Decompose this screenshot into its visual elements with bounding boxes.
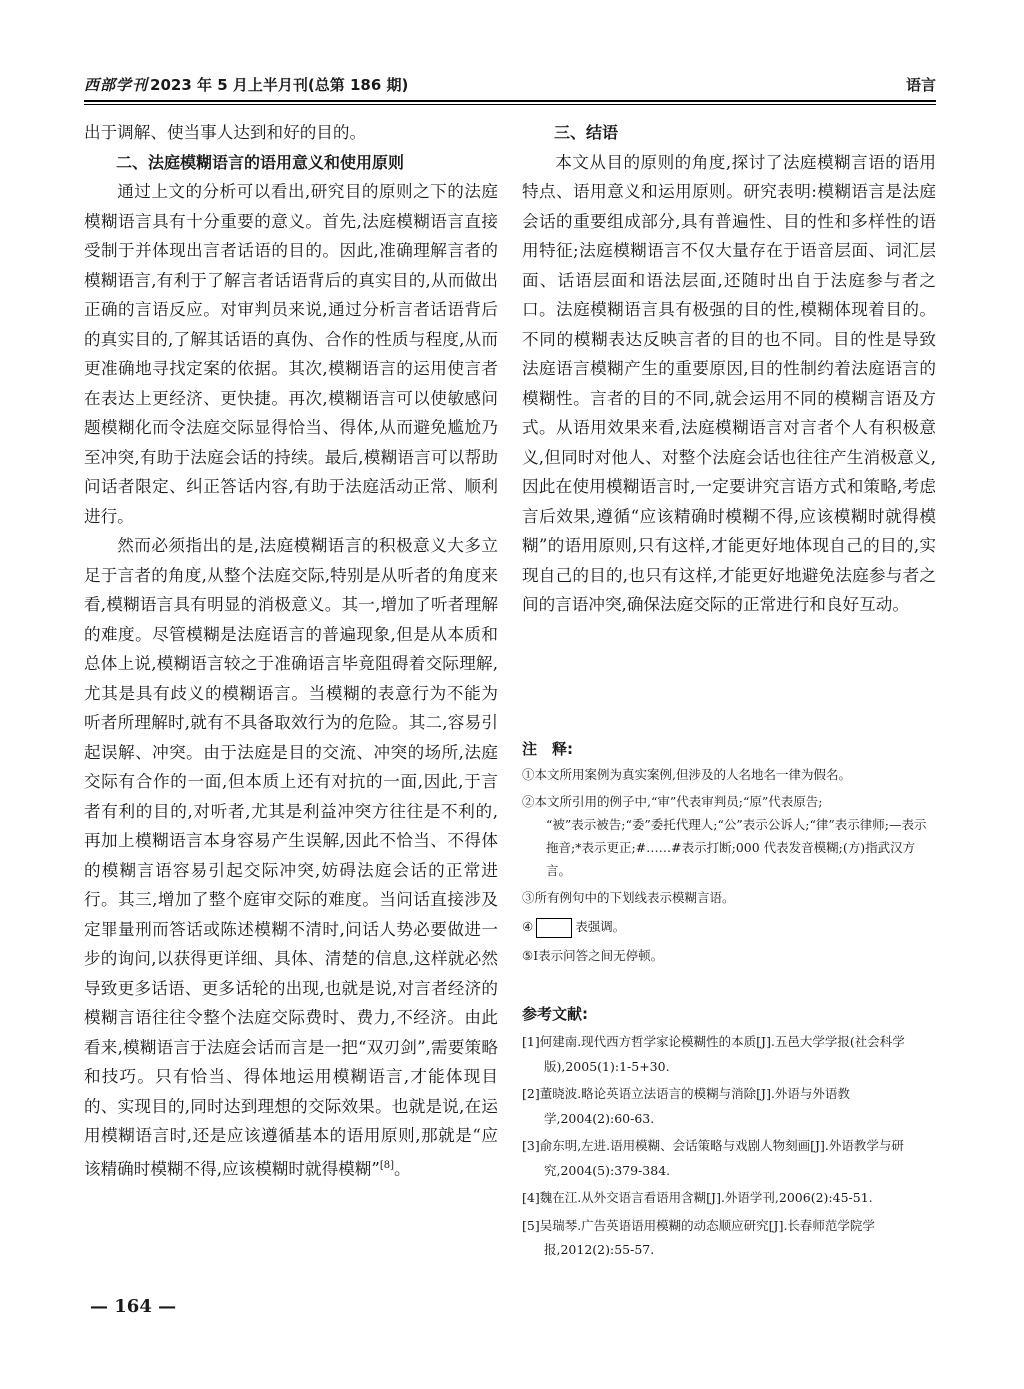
notes-section (522, 738, 936, 967)
right-column (522, 118, 936, 620)
reference-item: [3]俞东明,左进.语用模糊、会话策略与戏剧人物刻画[J].外语教学与研究,2004(5):379-384. (522, 1138, 904, 1178)
note-item: ③所有例句中的下划线表示模糊言语。 (522, 890, 735, 905)
note-item: “被”表示被告;“委”委托代理人;“公”表示公诉人;“律”表示律师;—表示拖音;*表示更正;#……#表示打断;000 代表发音模糊;(方)指武汉方言。 (546, 817, 927, 878)
references-section (522, 1003, 936, 1266)
notes-title: 注 释: (522, 740, 573, 758)
journal-logo: 西部学刊 (84, 76, 149, 94)
page-number: — 164 — (90, 1296, 177, 1317)
note-item: ⑤Ⅰ表示问答之间无停顿。 (522, 948, 664, 963)
section-label: 语言 (905, 76, 936, 94)
page-header (84, 70, 936, 100)
left-column (84, 118, 498, 1184)
note-item: ②本文所引用的例子中,“审”代表审判员;“原”代表原告; (522, 794, 823, 809)
references-title: 参考文献: (522, 1005, 588, 1023)
note-text: 表强调。 (575, 919, 626, 934)
note-item: ①本文所用案例为真实案例,但涉及的人名地名一律为假名。 (522, 767, 851, 782)
paragraph (84, 531, 498, 1184)
reference-item: [4]魏在江.从外交语言看语用含糊[J].外语学刊,2006(2):45-51. (522, 1190, 873, 1205)
note-number: ④ (522, 919, 534, 934)
header-rule (84, 100, 936, 102)
paragraph: 通过上文的分析可以看出,研究目的原则之下的法庭模糊语言具有十分重要的意义。首先,法庭模糊语言直接受制于并体现出言者话语的目的。因此,准确理解言者的模糊语言,有利于了解言者话语背后的真实目的,从而做出正确的言语反应。对审判员来说,通过分析言者话语背后的真实目的,了解其话语的真伪、合作的性质与程度,从而更准确地寻找定案的依据。其次,模糊语言的运用使言者在表达上更经济、更快捷。再次,模糊语言可以使敏感问题模糊化而令法庭交际显得恰当、得体,从而避免尴尬乃至冲突,有助于法庭会话的持续。最后,模糊语言可以帮助问话者限定、纠正答话内容,有助于法庭活动正常、顺利进行。 (84, 182, 498, 526)
emphasis-box (536, 918, 572, 938)
reference-item: [2]董晓波.略论英语立法语言的模糊与消除[J].外语与外语教学,2004(2):60-63. (522, 1086, 850, 1126)
journal-issue (84, 74, 408, 95)
header-rule-thin (84, 104, 936, 105)
section-heading: 二、法庭模糊语言的语用意义和使用原则 (116, 152, 405, 172)
section-heading: 三、结语 (554, 123, 619, 142)
reference-item: [1]何建南.现代西方哲学家论模糊性的本质[J].五邑大学学报(社会科学版),2005(1):1-5+30. (522, 1034, 905, 1074)
issue-text: 2023 年 5 月上半月刊(总第 186 期) (150, 76, 409, 94)
paragraph-text: 然而必须指出的是,法庭模糊语言的积极意义大多立足于言者的角度,从整个法庭交际,特别是从听者的角度来看,模糊语言具有明显的消极意义。其一,增加了听者理解的难度。尽管模糊是法庭语言的普遍现象,但是从本质和总体上说,模糊语言较之于准确语言毕竟阻碍着交际理解,尤其是具有歧义的模糊语言。当模糊的表意行为不能为听者所理解时,就有不具备取效行为的危险。其二,容易引起误解、冲突。由于法庭是目的交流、冲突的场所,法庭交际有合作的一面,但本质上还有对抗的一面,因此,于言者有利的目的,对听者,尤其是利益冲突方往往是不利的,再加上模糊语言本身容易产生误解,因此不恰当、不得体的模糊言语容易引起交际冲突,妨碍法庭会话的正常进行。其三,增加了整个庭审交际的难度。当问话直接涉及定罪量刑而答话或陈述模糊不清时,问话人势必要做进一步的询问,以获得更详细、具体、清楚的信息,这样就必然导致更多话语、更多话轮的出现,也就是说,对言者经济的模糊言语往往令整个法庭交际费时、费力,不经济。由此看来,模糊语言于法庭会话而言是一把“双刃剑”,需要策略和技巧。只有恰当、得体地运用模糊语言,才能体现目的、实现目的,同时达到理想的交际效果。也就是说,在运用模糊语言时,还是应该遵循基本的语用原则,那就是“应该精确时模糊不得,应该模糊时就得模糊” (84, 536, 498, 1179)
note-item (522, 915, 936, 938)
paragraph: 本文从目的原则的角度,探讨了法庭模糊言语的语用特点、语用意义和运用原则。研究表明:模糊语言是法庭会话的重要组成部分,具有普遍性、目的性和多样性的语用特征;法庭模糊语言不仅大量存在于语音层面、词汇层面、话语层面和语法层面,还随时出自于法庭参与者之口。法庭模糊语言具有极强的目的性,模糊体现着目的。不同的模糊表达反映言者的目的也不同。目的性是导致法庭语言模糊产生的重要原因,目的性制约着法庭语言的模糊性。言者的目的不同,就会运用不同的模糊言语及方式。从语用效果来看,法庭模糊语言对言者个人有积极意义,但同时对他人、对整个法庭会话也往往产生消极意义,因此在使用模糊语言时,一定要讲究言语方式和策略,考虑言后效果,遵循“应该精确时模糊不得,应该模糊时就得模糊”的语用原则,只有这样,才能更好地体现自己的目的,实现自己的目的,也只有这样,才能更好地避免法庭参与者之间的言语冲突,确保法庭交际的正常进行和良好互动。 (522, 152, 936, 614)
citation: [8] (379, 1159, 395, 1171)
paragraph: 出于调解、使当事人达到和好的目的。 (84, 123, 367, 142)
reference-item: [5]吴瑞琴.广告英语语用模糊的动态顺应研究[J].长春师范学院学报,2012(2):55-57. (522, 1217, 875, 1257)
paragraph-end: 。 (394, 1159, 411, 1179)
